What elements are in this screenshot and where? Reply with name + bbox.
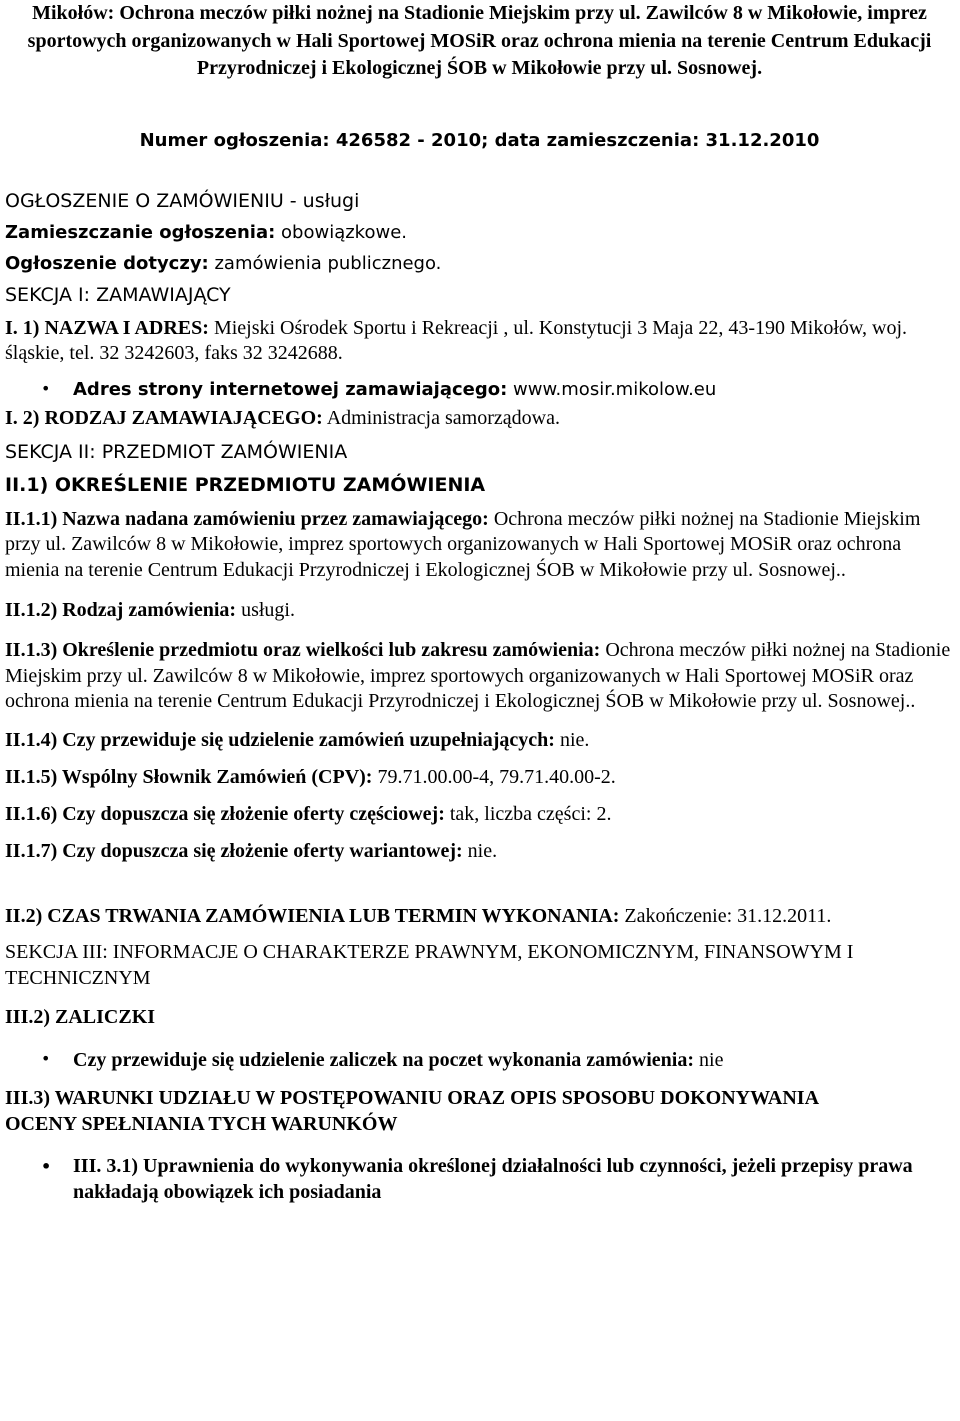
website-item [5, 379, 954, 400]
contract-scope [5, 638, 954, 715]
cpv-label: II.1.5) Wspólny Słownik Zamówień (CPV): [5, 765, 373, 788]
placement-label: Zamieszczanie ogłoszenia: [5, 221, 276, 243]
address-value: Miejski Ośrodek Sportu i Rekreacji , ul. Konstytucji 3 Maja 22, 43-190 Mikołów, woj. śląskie, tel. 32 3242603, faks 32 3242688. [5, 316, 908, 364]
authority-type-value: Administracja samorządowa. [322, 406, 560, 429]
section-1-heading: SEKCJA I: ZAMAWIAJĄCY [5, 283, 231, 306]
contract-kind-label: II.1.2) Rodzaj zamówienia: [5, 599, 237, 621]
address-label: I. 1) NAZWA I ADRES: [5, 316, 209, 339]
variant-value: nie. [462, 839, 498, 862]
placement-value: obowiązkowe. [275, 221, 407, 243]
advances-label: Czy przewiduje się udzielenie zaliczek na poczet wykonania zamówienia: [73, 1049, 695, 1071]
permits-item: • III. 3.1) Uprawnienia do wykonywania określonej działalności lub czynności, jeżeli przepisy prawa nakładają obowiązek ich posiadania [5, 1154, 954, 1205]
contract-kind [5, 599, 954, 622]
duration-value: Zakończenie: 31.12.2011. [619, 904, 832, 927]
advances-item [5, 1049, 954, 1072]
supplementary-label: II.1.4) Czy przewiduje się udzielenie zamówień uzupełniających: [5, 728, 555, 751]
concerns-line [5, 253, 954, 274]
section-3-heading: SEKCJA III: INFORMACJE O CHARAKTERZE PRAWNYM, EKONOMICZNYM, FINANSOWYM I TECHNICZNYM [5, 941, 854, 989]
contract-scope-label: II.1.3) Określenie przedmiotu oraz wielkości lub zakresu zamówienia: [5, 639, 601, 661]
advances-value: nie [694, 1049, 724, 1071]
partial-label: II.1.6) Czy dopuszcza się złożenie oferty częściowej: [5, 802, 445, 825]
advances-heading: III.2) ZALICZKI [5, 1006, 156, 1028]
contracting-authority-address [5, 316, 954, 367]
duration-label: II.2) CZAS TRWANIA ZAMÓWIENIA LUB TERMIN WYKONANIA: [5, 904, 620, 927]
variant-offer [5, 840, 954, 863]
variant-label: II.1.7) Czy dopuszcza się złożenie oferty wariantowej: [5, 839, 463, 862]
authority-type-line [5, 407, 954, 430]
partial-offer [5, 803, 954, 826]
concerns-value: zamówienia publicznego. [208, 252, 442, 274]
cpv-codes [5, 766, 954, 789]
subject-definition-heading: II.1) OKREŚLENIE PRZEDMIOTU ZAMÓWIENIA [5, 473, 486, 496]
contract-name-value: Ochrona meczów piłki nożnej na Stadionie Miejskim przy ul. Zawilców 8 w Mikołowie, imprez sportowych organizowanych w Hali Sportowej MOSiR oraz ochrona mienia na terenie Centrum Edukacji Przyrodniczej i Ekologicznej ŚOB w Mikołowie przy ul. Sosnowej.. [5, 507, 921, 581]
contract-duration [5, 904, 954, 930]
contract-kind-value: usługi. [236, 599, 295, 621]
document-title: Mikołów: Ochrona meczów piłki nożnej na Stadionie Miejskim przy ul. Zawilców 8 w Mikołowie, imprez sportowych organizowanych w Hali Sportowej MOSiR oraz ochrona mienia na terenie Centrum Edukacji Przyrodniczej i Ekologicznej ŚOB w Mikołowie przy ul. Sosnowej. [27, 2, 932, 79]
supplementary-value: nie. [554, 728, 590, 751]
website-label: Adres strony internetowej zamawiającego: [73, 378, 508, 400]
conditions-heading: III.3) WARUNKI UDZIAŁU W POSTĘPOWANIU ORAZ OPIS SPOSOBU DOKONYWANIA OCENY SPEŁNIANIA TYCH WARUNKÓW [5, 1087, 818, 1135]
placement-line [5, 222, 954, 243]
supplementary-orders [5, 729, 954, 752]
cpv-value: 79.71.00.00-4, 79.71.40.00-2. [372, 765, 616, 788]
concerns-label: Ogłoszenie dotyczy: [5, 252, 209, 274]
contract-name-label: II.1.1) Nazwa nadana zamówieniu przez zamawiającego: [5, 507, 489, 530]
partial-value: tak, liczba części: 2. [444, 802, 612, 825]
contract-scope-value: Ochrona meczów piłki nożnej na Stadionie Miejskim przy ul. Zawilców 8 w Mikołowie, imprez sportowych organizowanych w Hali Sportowej MOSiR oraz ochrona mienia na terenie Centrum Edukacji Przyrodniczej i Ekologicznej ŚOB w Mikołowie przy ul. Sosnowej.. [5, 639, 951, 712]
contract-name [5, 507, 954, 584]
notice-type: OGŁOSZENIE O ZAMÓWIENIU - usługi [5, 189, 360, 212]
notice-number: Numer ogłoszenia: 426582 - 2010; data zamieszczenia: 31.12.2010 [139, 129, 820, 151]
section-2-heading: SEKCJA II: PRZEDMIOT ZAMÓWIENIA [5, 440, 348, 463]
authority-type-label: I. 2) RODZAJ ZAMAWIAJĄCEGO: [5, 406, 323, 429]
website-value: www.mosir.mikolow.eu [507, 378, 717, 400]
